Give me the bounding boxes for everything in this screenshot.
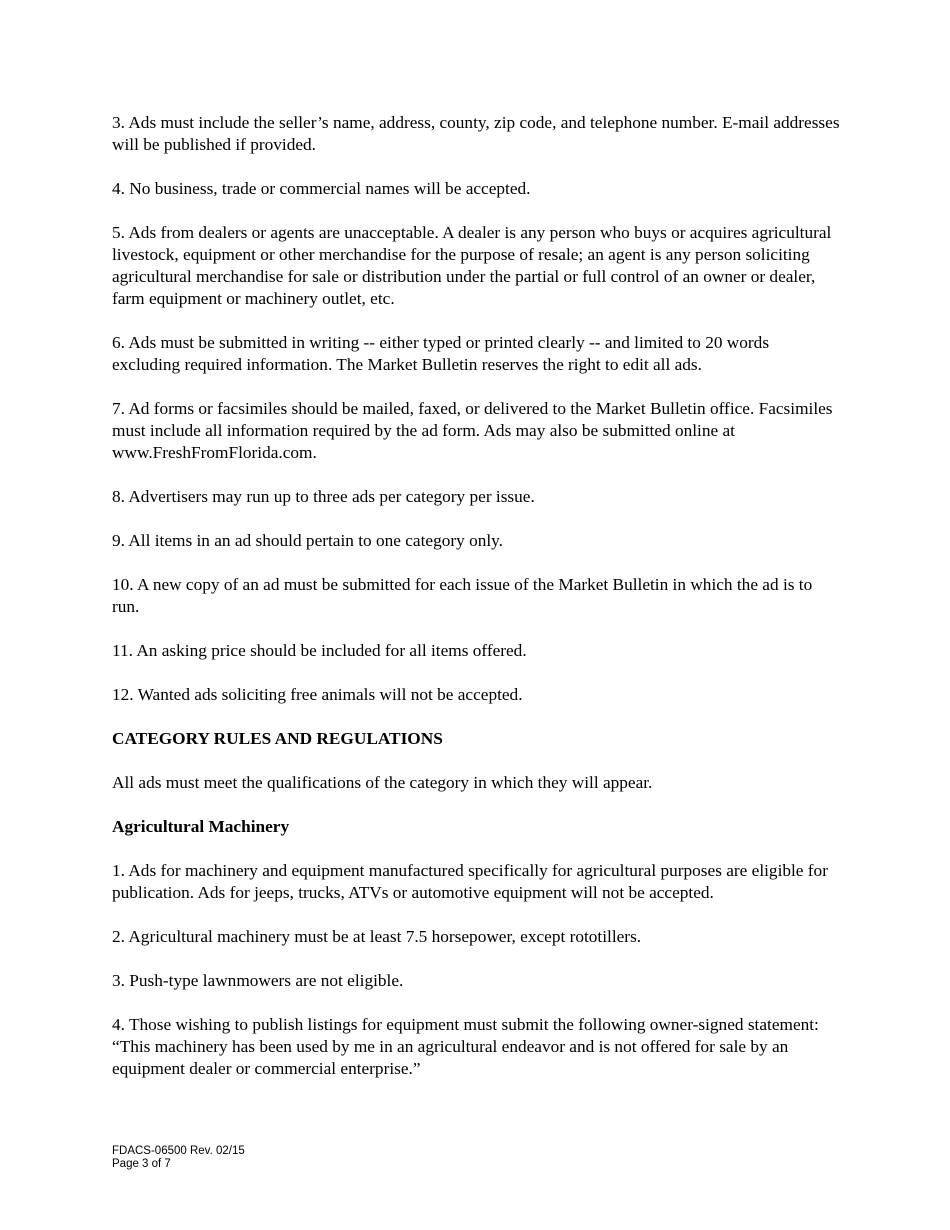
rule-5: 5. Ads from dealers or agents are unacceptable. A dealer is any person who buys or acquires agricultural livestock, equipment or other merchandise for the purpose of resale; an agent is any person soliciting agricultural merchandise for sale or distribution under the partial or full control of an owner or dealer, farm equipment or machinery outlet, etc. [112,223,832,308]
agricultural-machinery-heading: Agricultural Machinery [112,817,290,836]
rule-11: 11. An asking price should be included for all items offered. [112,641,527,660]
rule-8: 8. Advertisers may run up to three ads per category per issue. [112,487,535,506]
rule-7: 7. Ad forms or facsimiles should be mailed, faxed, or delivered to the Market Bulletin office. Facsimiles must include all information required by the ad form. Ads may also be submitted online at www.FreshFromFlorida.com. [112,399,833,462]
document-body [112,112,840,1102]
category-rules-intro: All ads must meet the qualifications of the category in which they will appear. [112,773,653,792]
rule-4: 4. No business, trade or commercial names will be accepted. [112,179,531,198]
form-number: FDACS-06500 Rev. 02/15 [112,1145,245,1157]
page-footer [112,1145,245,1171]
rule-3: 3. Ads must include the seller’s name, address, county, zip code, and telephone number. E-mail addresses will be published if provided. [112,113,840,154]
machinery-rule-1: 1. Ads for machinery and equipment manufactured specifically for agricultural purposes are eligible for publication. Ads for jeeps, trucks, ATVs or automotive equipment will not be accepted. [112,861,828,902]
category-rules-heading: CATEGORY RULES AND REGULATIONS [112,729,443,748]
machinery-rule-3: 3. Push-type lawnmowers are not eligible. [112,971,404,990]
machinery-rule-4: 4. Those wishing to publish listings for equipment must submit the following owner-signed statement: “This machinery has been used by me in an agricultural endeavor and is not offered for sale by an equipment dealer or commercial enterprise.” [112,1015,819,1078]
machinery-rule-2: 2. Agricultural machinery must be at least 7.5 horsepower, except rototillers. [112,927,642,946]
rule-12: 12. Wanted ads soliciting free animals will not be accepted. [112,685,523,704]
rule-9: 9. All items in an ad should pertain to one category only. [112,531,503,550]
rule-6: 6. Ads must be submitted in writing -- either typed or printed clearly -- and limited to 20 words excluding required information. The Market Bulletin reserves the right to edit all ads. [112,333,770,374]
rule-10: 10. A new copy of an ad must be submitted for each issue of the Market Bulletin in which the ad is to run. [112,575,813,616]
page-number: Page 3 of 7 [112,1158,171,1170]
